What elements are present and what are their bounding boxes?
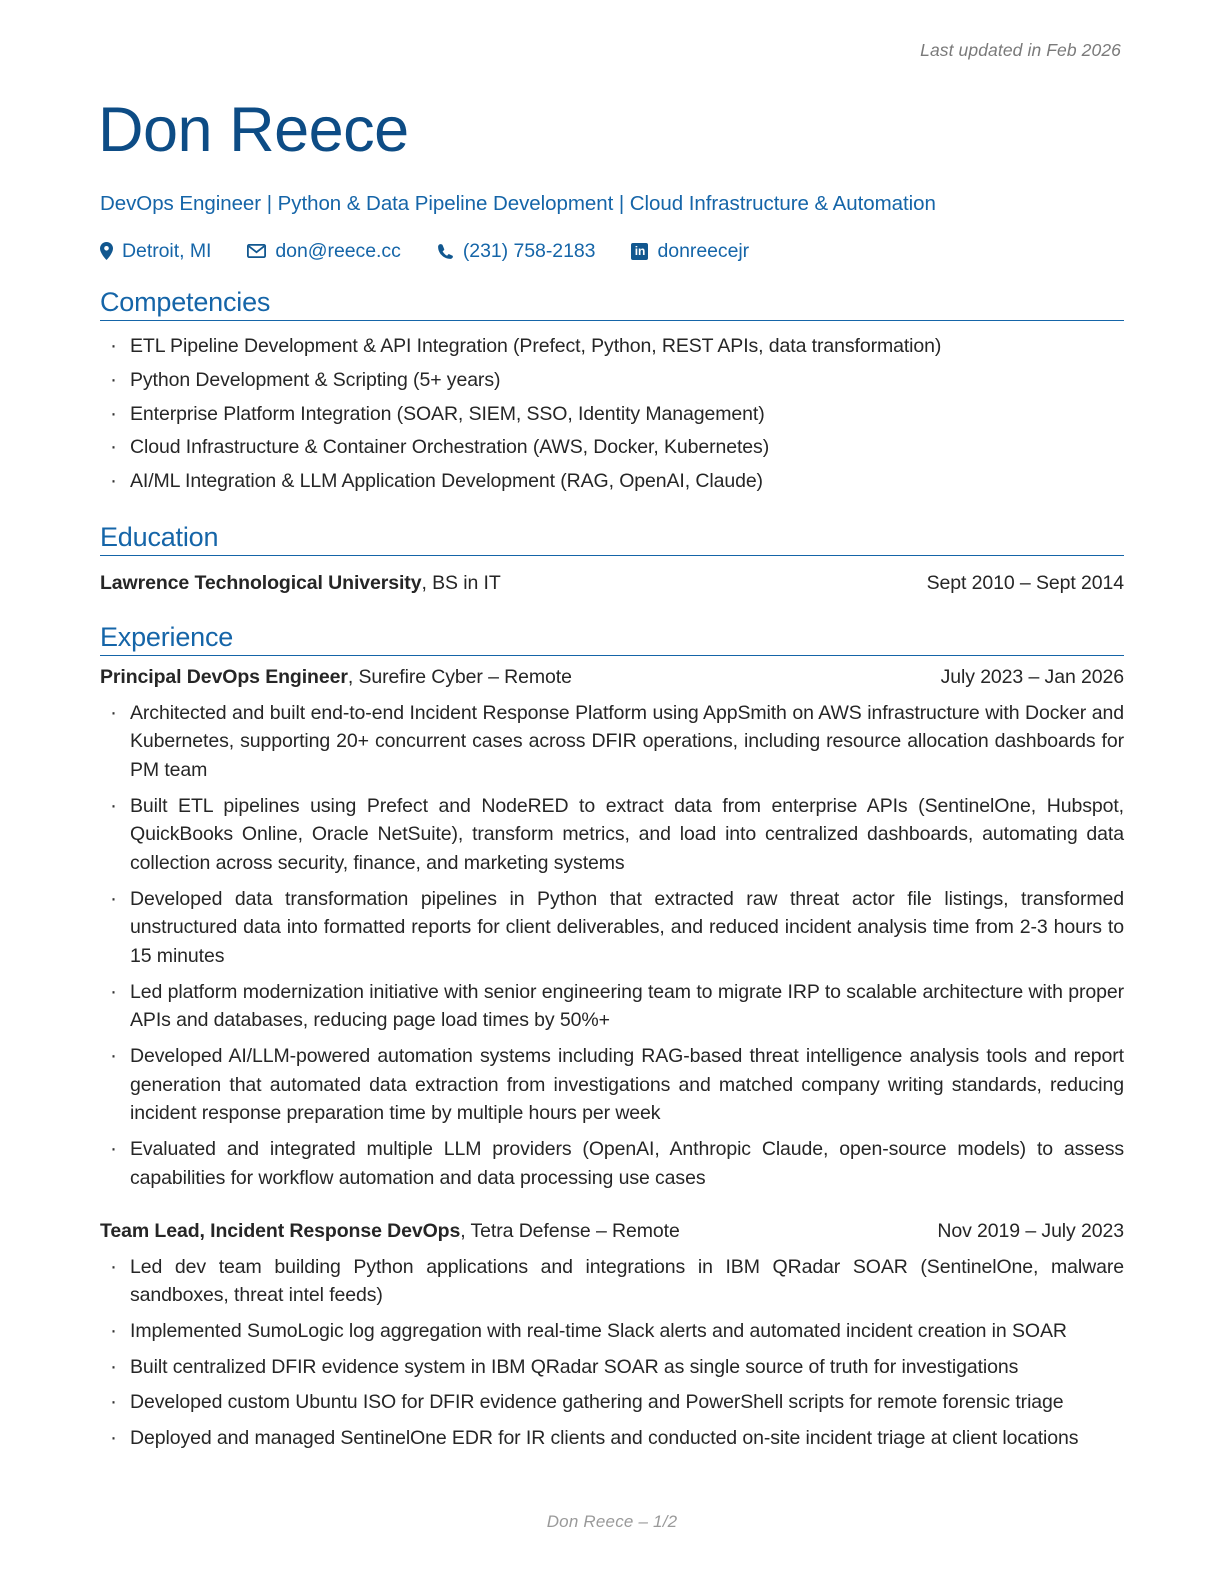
list-item: · Python Development & Scripting (5+ years) [100, 366, 1124, 395]
list-item: · Led dev team building Python applications and integrations in IBM QRadar SOAR (SentinelOne, malware sandboxes, threat intel feeds) [100, 1253, 1124, 1310]
list-item: · Cloud Infrastructure & Container Orchestration (AWS, Docker, Kubernetes) [100, 433, 1124, 462]
list-item: · Enterprise Platform Integration (SOAR, SIEM, SSO, Identity Management) [100, 400, 1124, 429]
contact-email[interactable] [247, 239, 401, 262]
headline-subtitle: DevOps Engineer | Python & Data Pipeline Development | Cloud Infrastructure & Automation [100, 192, 936, 215]
list-item: · Built ETL pipelines using Prefect and NodeRED to extract data from enterprise APIs (SentinelOne, Hubspot, QuickBooks Online, Oracle NetSuite), transform metrics, and load into centralized dashboards, automating data collection across security, finance, and marketing systems [100, 792, 1124, 878]
experience-dates: Nov 2019 – July 2023 [937, 1220, 1124, 1243]
list-item: · Evaluated and integrated multiple LLM providers (OpenAI, Anthropic Claude, open-source models) to assess capabilities for workflow automation and data processing use cases [100, 1135, 1124, 1192]
experience-entry [100, 664, 1124, 1192]
experience-entry-head [100, 1218, 1124, 1244]
section-competencies [100, 287, 1124, 496]
envelope-icon [247, 244, 266, 258]
experience-entry-title [100, 664, 572, 690]
contact-phone[interactable] [437, 239, 596, 262]
section-experience [100, 622, 1124, 1452]
section-divider [100, 555, 1124, 556]
list-item: · Implemented SumoLogic log aggregation with real-time Slack alerts and automated incident creation in SOAR [100, 1317, 1124, 1346]
contact-linkedin-label[interactable]: donreecejr [657, 239, 750, 262]
last-updated-label: Last updated in Feb 2026 [920, 40, 1121, 60]
education-institution: Lawrence Technological University [100, 571, 422, 594]
experience-company: , Tetra Defense – Remote [460, 1220, 680, 1243]
section-title-experience: Experience [100, 622, 234, 653]
section-education [100, 522, 1124, 597]
competencies-list [100, 332, 1124, 495]
contact-row [100, 239, 1124, 262]
experience-entry-head [100, 664, 1124, 690]
education-entry-title [100, 570, 501, 596]
list-item: · Built centralized DFIR evidence system in IBM QRadar SOAR as single source of truth for investigations [100, 1353, 1124, 1382]
section-divider [100, 320, 1124, 321]
section-divider [100, 655, 1124, 656]
education-degree: , BS in IT [421, 571, 501, 594]
experience-entry [100, 1218, 1124, 1452]
list-item: · AI/ML Integration & LLM Application Development (RAG, OpenAI, Claude) [100, 467, 1124, 496]
list-item: · Developed data transformation pipelines in Python that extracted raw threat actor file listings, transformed unstructured data into formatted reports for client deliverables, and reduced incident analysis time from 2-3 hours to 15 minutes [100, 885, 1124, 971]
location-pin-icon [100, 242, 113, 260]
contact-location-label: Detroit, MI [122, 239, 212, 262]
contact-linkedin[interactable] [631, 239, 750, 262]
list-item: · ETL Pipeline Development & API Integration (Prefect, Python, REST APIs, data transformation) [100, 332, 1124, 361]
list-item: · Led platform modernization initiative with senior engineering team to migrate IRP to scalable architecture with proper APIs and databases, reducing page load times by 50%+ [100, 978, 1124, 1035]
contact-phone-label[interactable]: (231) 758-2183 [462, 239, 596, 262]
experience-dates: July 2023 – Jan 2026 [940, 666, 1124, 689]
contact-email-label[interactable]: don@reece.cc [275, 239, 401, 262]
section-title-competencies: Competencies [100, 287, 271, 318]
experience-company: , Surefire Cyber – Remote [347, 666, 572, 689]
page-footer: Don Reece – 1/2 [546, 1512, 678, 1531]
contact-location [100, 239, 212, 262]
education-entry [100, 570, 1124, 596]
experience-role: Principal DevOps Engineer [100, 666, 348, 689]
linkedin-icon: in [631, 243, 648, 260]
phone-icon [437, 243, 454, 260]
list-item: · Architected and built end-to-end Incident Response Platform using AppSmith on AWS infrastructure with Docker and Kubernetes, supporting 20+ concurrent cases across DFIR operations, including resource allocation dashboards for PM team [100, 699, 1124, 785]
list-item: · Deployed and managed SentinelOne EDR for IR clients and conducted on-site incident triage at client locations [100, 1424, 1124, 1453]
list-item: · Developed custom Ubuntu ISO for DFIR evidence gathering and PowerShell scripts for remote forensic triage [100, 1388, 1124, 1417]
experience-bullets [100, 699, 1124, 1193]
experience-bullets [100, 1253, 1124, 1453]
education-entry-head [100, 570, 1124, 596]
education-dates: Sept 2010 – Sept 2014 [926, 571, 1124, 594]
section-title-education: Education [100, 521, 219, 552]
experience-entry-title [100, 1218, 680, 1244]
page-title: Don Reece [98, 95, 409, 165]
experience-role: Team Lead, Incident Response DevOps [100, 1220, 461, 1243]
list-item: · Developed AI/LLM-powered automation systems including RAG-based threat intelligence analysis tools and report generation that automated data extraction from investigations and matched company writing standards, reducing incident response preparation time by multiple hours per week [100, 1042, 1124, 1128]
